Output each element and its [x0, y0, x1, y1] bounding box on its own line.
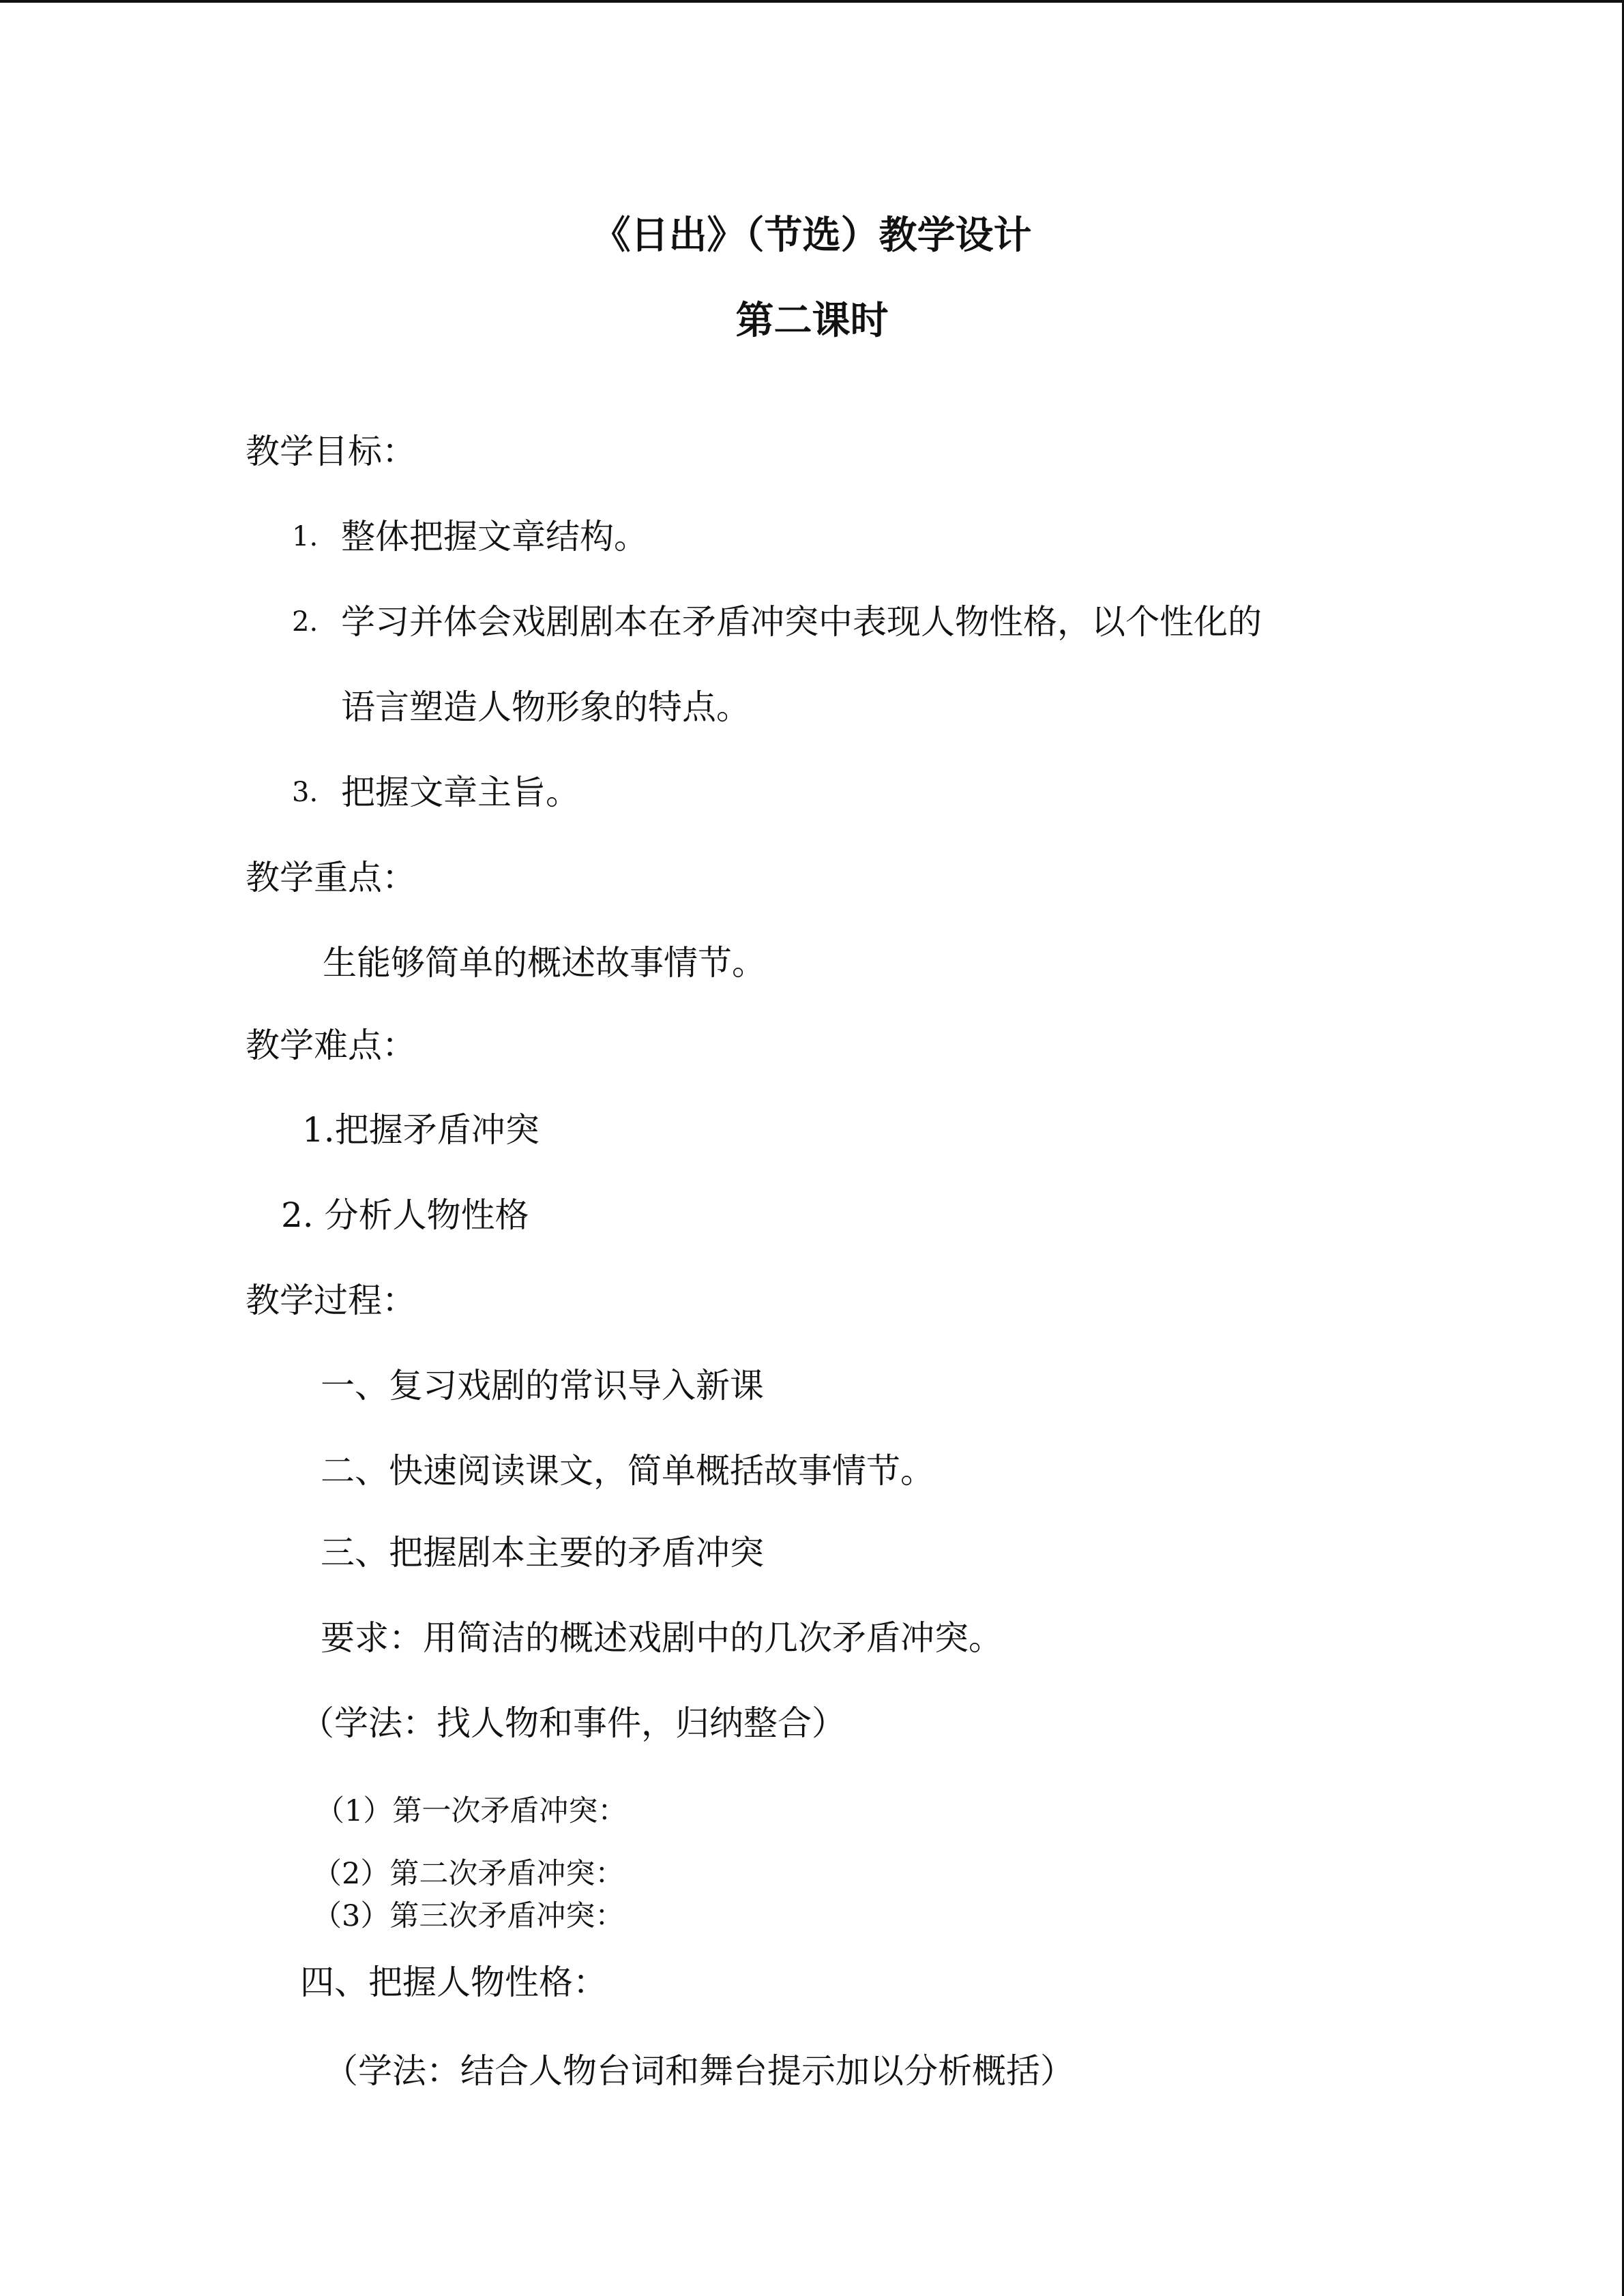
- process-step-4: 四、把握人物性格：: [300, 1963, 607, 2002]
- objective-2-text: 学习并体会戏剧剧本在矛盾冲突中表现人物性格，以个性化的: [341, 602, 1262, 642]
- objective-3-number: 3.: [292, 777, 319, 808]
- objective-1-number: 1.: [292, 521, 319, 552]
- key-points-heading: 教学重点：: [246, 858, 416, 897]
- key-points-text: 生能够简单的概述故事情节。: [323, 943, 766, 983]
- conflict-2: （2）第二次矛盾冲突：: [312, 1857, 625, 1891]
- conflict-1: （1）第一次矛盾冲突：: [315, 1794, 628, 1828]
- process-method-1: （学法：找人物和事件，归纳整合）: [300, 1703, 846, 1743]
- process-method-2: （学法：结合人物台词和舞台提示加以分析概括）: [324, 2051, 1074, 2091]
- process-step-2: 二、快速阅读课文，简单概括故事情节。: [321, 1451, 934, 1491]
- process-requirement: 要求：用简洁的概述戏剧中的几次矛盾冲突。: [321, 1618, 1003, 1658]
- document-subtitle: 第二课时: [735, 298, 889, 343]
- difficulty-1: 1.把握矛盾冲突: [302, 1110, 540, 1150]
- difficulty-2: 2. 分析人物性格: [281, 1195, 529, 1235]
- document-title: 《日出》（节选）教学设计: [592, 213, 1032, 258]
- difficulties-heading: 教学难点：: [246, 1026, 416, 1065]
- objective-3-text: 把握文章主旨。: [341, 773, 580, 812]
- process-step-3: 三、把握剧本主要的矛盾冲突: [321, 1533, 764, 1572]
- process-step-1: 一、复习戏剧的常识导入新课: [321, 1366, 764, 1405]
- process-heading: 教学过程：: [246, 1281, 416, 1320]
- objective-2-number: 2.: [292, 606, 319, 638]
- objective-2-continuation: 语言塑造人物形象的特点。: [341, 687, 750, 727]
- objectives-heading: 教学目标：: [246, 432, 416, 471]
- conflict-3: （3）第三次矛盾冲突：: [312, 1899, 625, 1933]
- objective-1-text: 整体把握文章结构。: [341, 517, 648, 556]
